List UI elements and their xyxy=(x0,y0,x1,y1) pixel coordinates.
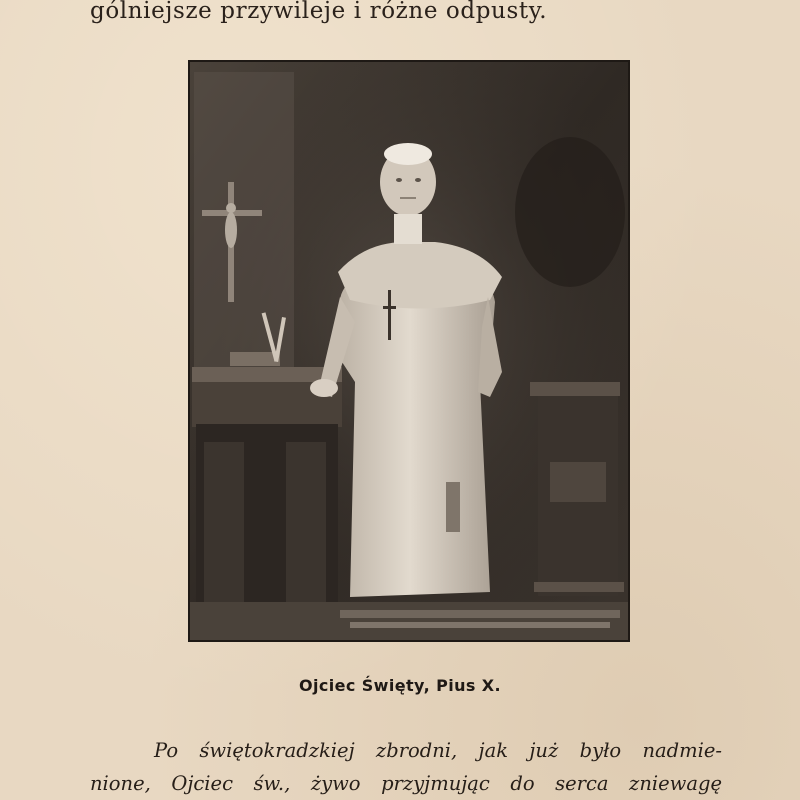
paragraph-line: Po świętokradzkiej zbrodni, jak już było nadmie- xyxy=(154,739,722,762)
pope-photograph xyxy=(188,60,630,642)
figure-caption: Ojciec Święty, Pius X. xyxy=(299,676,501,695)
paragraph-line: nione, Ojciec św., żywo przyjmując do serca zniewagę xyxy=(90,772,722,795)
chair xyxy=(530,382,624,596)
photo-illustration xyxy=(190,62,628,640)
top-text-line: gólniejsze przywileje i różne odpusty. xyxy=(90,0,548,24)
body-paragraph xyxy=(90,734,722,800)
